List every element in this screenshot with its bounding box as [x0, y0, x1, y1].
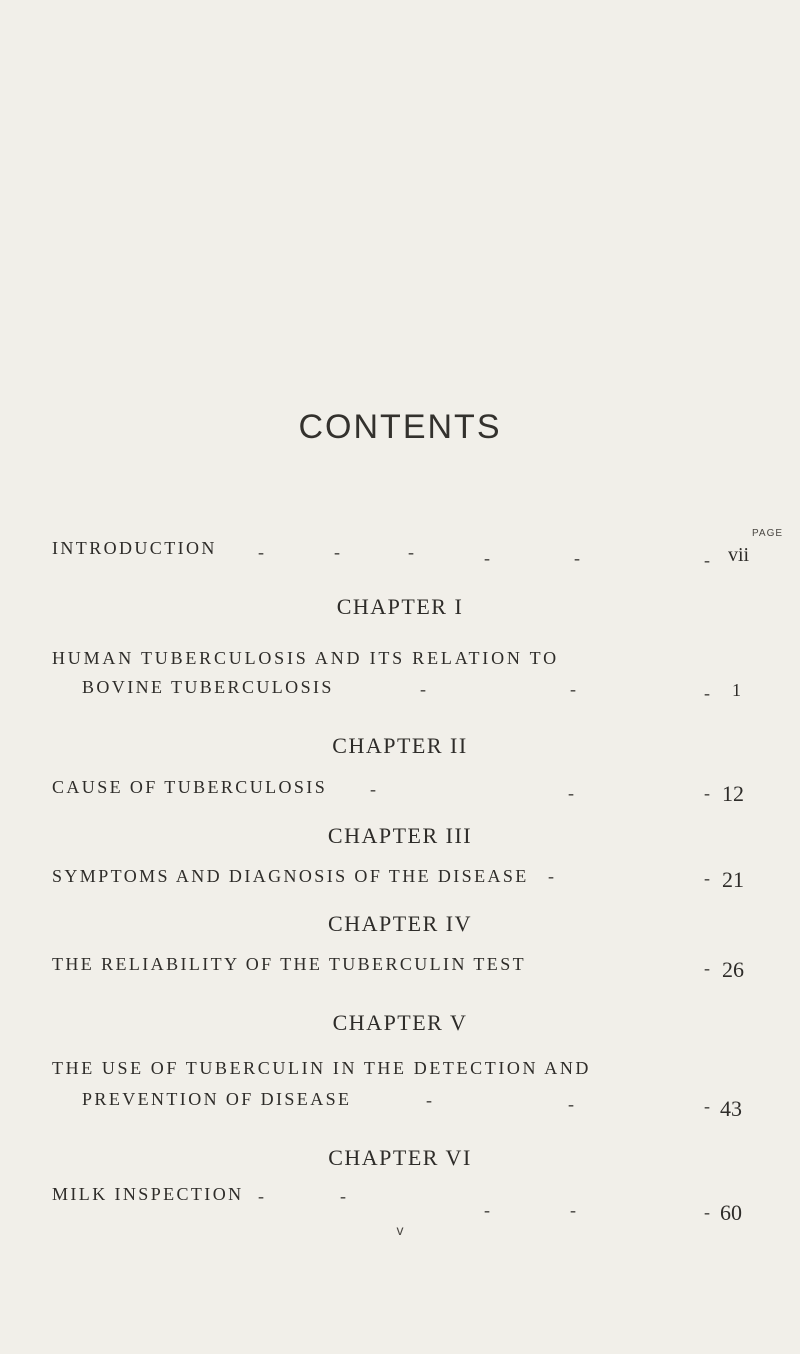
- chapter-heading-4: CHAPTER IV: [328, 911, 472, 936]
- toc-entry-chapter-2: CAUSE OF TUBERCULOSIS: [52, 777, 328, 797]
- toc-entry-introduction: INTRODUCTION: [52, 538, 217, 558]
- toc-entry-chapter-5-line-1: THE USE OF TUBERCULIN IN THE DETECTION AND: [52, 1058, 592, 1078]
- toc-page-introduction: vii: [728, 544, 750, 566]
- toc-entry-chapter-6: MILK INSPECTION: [52, 1184, 244, 1204]
- toc-page-chapter-2: 12: [722, 781, 744, 806]
- contents-page: CONTENTS PAGE INTRODUCTION - - - - - - vii CHAPTER I HUMAN TUBERCULOSIS AND ITS RELATION TO BOVINE TUBERCULOSIS - - - 1 CHAPTER II CAUSE OF TUBERCULOSIS - - - 12 CHAPTER III SYMPTOMS AND DIAGNOSIS OF THE DISEASE - - 21 CHAPTER IV THE RELIABILITY OF THE TUBERCULIN TEST - 26 CHAPTER V THE USE OF TUBERCULIN IN THE DETECTION AND PREVENTION OF DISEASE - - - 43 CHAPTER VI MILK INSPECTION - - - - - 60 v: [0, 0, 800, 1354]
- toc-entry-chapter-4: THE RELIABILITY OF THE TUBERCULIN TEST: [52, 954, 527, 974]
- chapter-heading-2: CHAPTER II: [332, 733, 468, 758]
- page-column-label: PAGE: [752, 528, 784, 539]
- chapter-heading-1: CHAPTER I: [336, 594, 464, 619]
- page-folio: v: [396, 1222, 404, 1238]
- toc-entry-chapter-5-line-2: PREVENTION OF DISEASE: [82, 1089, 352, 1109]
- toc-entry-chapter-1-line-1: HUMAN TUBERCULOSIS AND ITS RELATION TO: [52, 648, 559, 668]
- toc-page-chapter-6: 60: [720, 1200, 742, 1225]
- toc-entry-chapter-1-line-2: BOVINE TUBERCULOSIS: [82, 677, 334, 697]
- toc-page-chapter-5: 43: [720, 1096, 742, 1121]
- toc-page-chapter-1: 1: [732, 680, 741, 700]
- chapter-heading-3: CHAPTER III: [327, 823, 473, 848]
- toc-page-chapter-3: 21: [722, 867, 744, 892]
- chapter-heading-5: CHAPTER V: [332, 1010, 468, 1035]
- page-title: CONTENTS: [298, 408, 502, 446]
- toc-entry-chapter-3: SYMPTOMS AND DIAGNOSIS OF THE DISEASE: [52, 866, 529, 886]
- chapter-heading-6: CHAPTER VI: [328, 1145, 472, 1170]
- toc-page-chapter-4: 26: [722, 957, 744, 982]
